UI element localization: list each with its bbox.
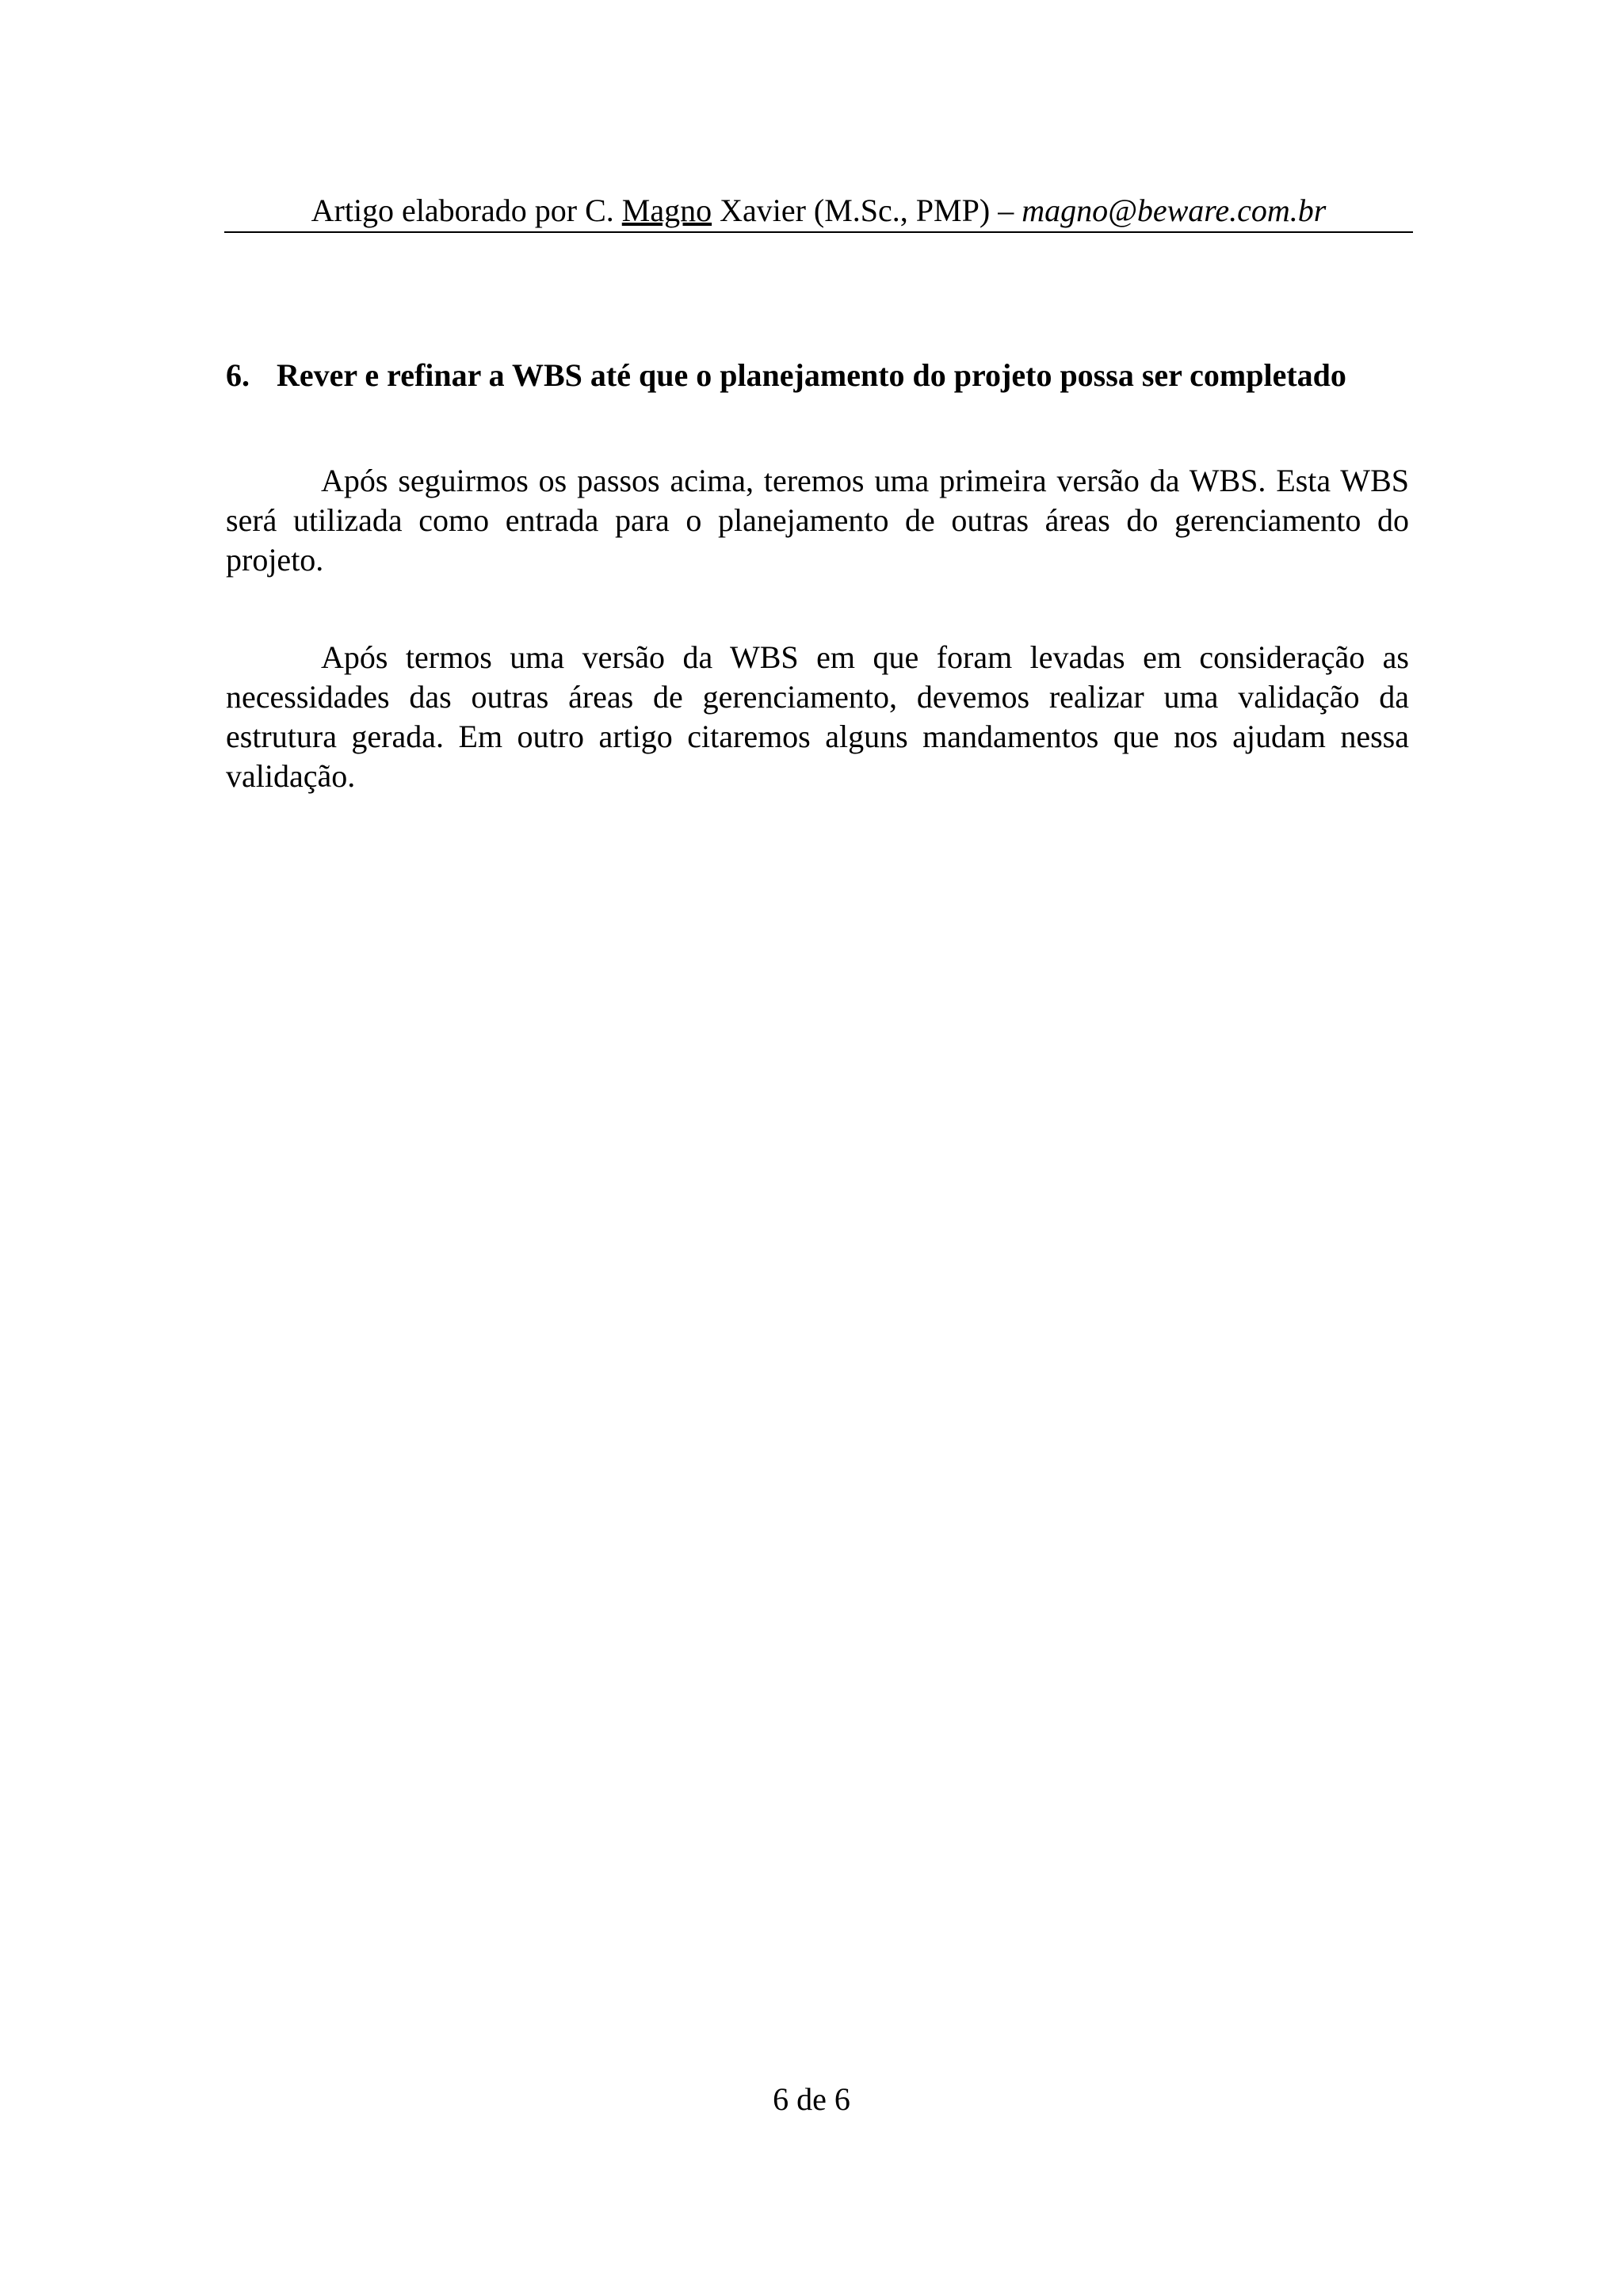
- section-number: 6.: [226, 357, 250, 393]
- header-email: magno@beware.com.br: [1022, 193, 1327, 228]
- header-author-name: Magno: [621, 193, 712, 228]
- header-divider: [224, 231, 1413, 233]
- section-title: Rever e refinar a WBS até que o planejamento do projeto possa ser completado: [277, 357, 1346, 393]
- section-heading: [226, 353, 1415, 398]
- paragraph-1: Após seguirmos os passos acima, teremos uma primeira versão da WBS. Esta WBS será utilizada como entrada para o planejamento de outras áreas do gerenciamento do projeto.: [226, 463, 1409, 578]
- page-header: [224, 189, 1413, 233]
- header-middle: Xavier (M.Sc., PMP) –: [712, 193, 1022, 228]
- header-prefix: Artigo elaborado por C.: [311, 193, 622, 228]
- paragraph-2: Após termos uma versão da WBS em que foram levadas em consideração as necessidades das outras áreas de gerenciamento, devemos realizar uma validação da estrutura gerada. Em outro artigo citaremos alguns mandamentos que nos ajudam nessa validação.: [226, 639, 1409, 794]
- page-number: 6 de 6: [773, 2081, 850, 2117]
